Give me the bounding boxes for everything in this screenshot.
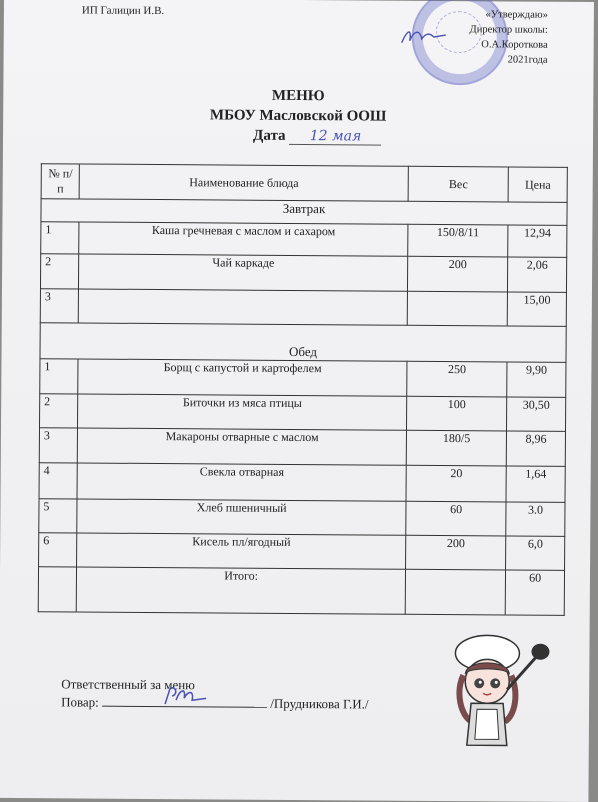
section-title-lunch: Обед	[40, 322, 566, 362]
dish-price: 2,06	[508, 257, 567, 293]
dish-weight: 20	[406, 466, 507, 502]
approval-year: 2021года	[507, 54, 548, 66]
director-label: Директор школы:	[469, 24, 548, 36]
dish-price: 30,50	[507, 396, 566, 431]
header-name: Наименование блюда	[80, 164, 409, 202]
table-header-row	[41, 164, 567, 203]
table-row	[39, 463, 565, 502]
row-num: 2	[40, 393, 79, 428]
dish-weight: 100	[407, 396, 508, 431]
dish-price: 8,96	[507, 431, 566, 467]
row-num: 3	[39, 428, 78, 464]
dish-name: Каша гречневая с маслом и сахаром	[79, 222, 408, 257]
header-weight: Вес	[408, 166, 509, 202]
table-row	[39, 533, 565, 571]
dish-name: Чай каркаде	[79, 254, 408, 292]
dish-name	[79, 289, 408, 325]
total-empty	[38, 567, 77, 612]
director-name: О.А.Коротк​ова	[481, 39, 548, 51]
cook-signature-line	[102, 694, 267, 708]
row-num: 5	[39, 498, 78, 533]
dish-price: 15,00	[508, 292, 567, 326]
table-row	[39, 498, 565, 536]
dish-name: Свекла отварная	[77, 463, 406, 501]
date-label: Дата	[252, 127, 286, 144]
table-row	[41, 221, 567, 257]
menu-table	[38, 163, 568, 616]
cook-signature	[162, 684, 210, 710]
cook-label: Повар:	[61, 694, 99, 710]
director-signature	[399, 25, 449, 49]
row-num: 2	[40, 254, 79, 290]
row-num: 1	[40, 359, 79, 394]
entrepreneur-name: ИП Галицин И.В.	[81, 4, 165, 18]
date-value: 12 мая	[289, 128, 381, 146]
approval-block	[469, 7, 548, 68]
header-num: № п/п	[41, 164, 80, 200]
dish-name: Биточки из мяса птицы	[78, 393, 407, 430]
dish-name: Борщ с капустой и картофелем	[78, 359, 407, 396]
table-row	[40, 289, 566, 326]
footer	[61, 675, 369, 713]
cook-name: /Прудникова Г.И./	[270, 695, 369, 712]
date-row	[253, 128, 382, 146]
dish-weight: 250	[407, 361, 508, 396]
table-row	[39, 428, 565, 467]
cook-row	[61, 693, 369, 713]
dish-name: Макароны отварные с маслом	[78, 428, 407, 466]
dish-weight: 200	[407, 256, 508, 292]
dish-price: 12,94	[508, 225, 567, 258]
row-num: 1	[41, 221, 80, 254]
dish-weight: 150/8/11	[408, 224, 509, 257]
row-num: 4	[39, 463, 78, 499]
table-row	[40, 359, 566, 397]
dish-weight	[407, 292, 508, 326]
dish-name: Кисель пл/ягодный	[77, 533, 406, 570]
section-row	[40, 322, 566, 362]
dish-name: Хлеб пшеничный	[77, 499, 406, 536]
row-num: 3	[40, 289, 79, 323]
approve-label: «Утверждаю»	[485, 9, 548, 21]
total-label: Итого:	[77, 567, 406, 614]
table-row	[40, 254, 566, 293]
dish-weight: 200	[406, 535, 507, 570]
menu-title: МЕНЮ	[271, 87, 325, 105]
dish-price: 3.0	[506, 502, 565, 537]
chef-girl-illustration	[437, 629, 558, 750]
total-value: 60	[506, 570, 565, 615]
dish-price: 6,0	[506, 536, 565, 571]
table-row	[40, 393, 566, 431]
dish-price: 1,64	[506, 466, 565, 502]
dish-weight: 180/5	[406, 430, 507, 466]
total-empty	[405, 570, 506, 615]
total-row	[38, 567, 564, 615]
school-name: МБОУ Масловской ООШ	[209, 107, 387, 125]
dish-price: 9,90	[507, 362, 566, 397]
header-price: Цена	[508, 167, 567, 203]
dish-weight: 60	[406, 501, 507, 536]
section-title-breakfast: Завтрак	[41, 199, 567, 225]
responsible-label: Ответственный за меню	[61, 676, 195, 693]
row-num: 6	[39, 533, 78, 568]
